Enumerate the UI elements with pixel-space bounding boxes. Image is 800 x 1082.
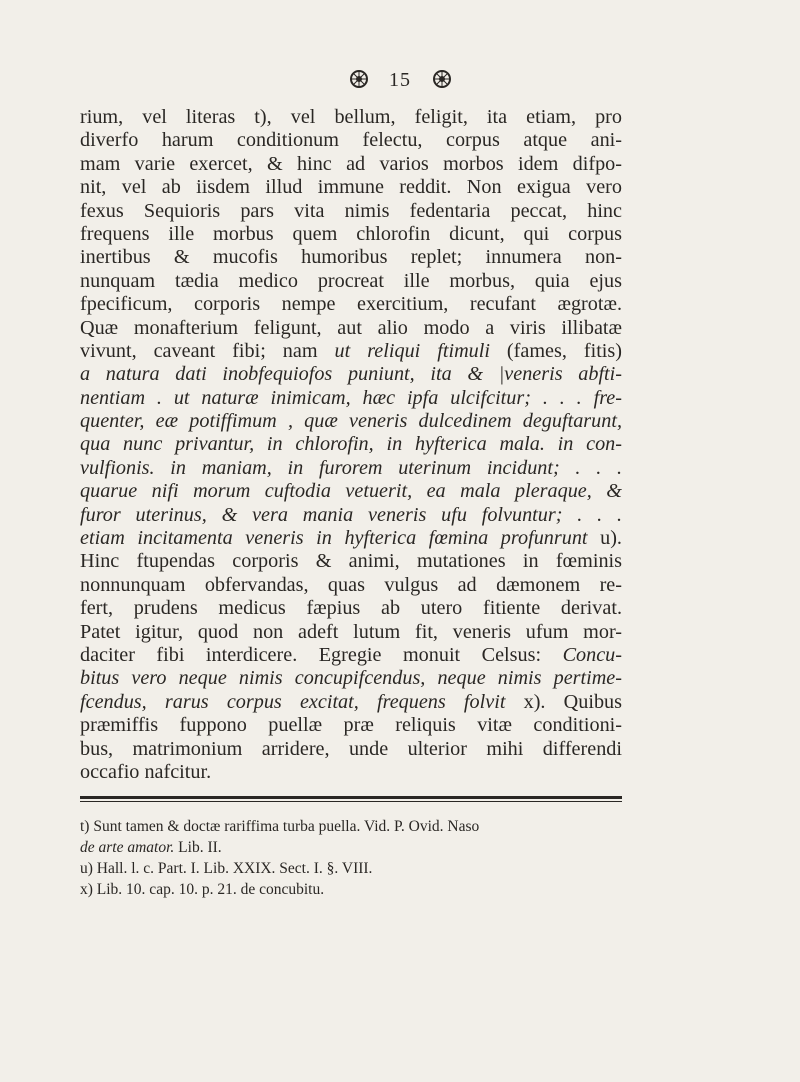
page-header (0, 66, 800, 92)
text-segment: nit, vel ab iisdem illud immune reddit. Non exigua vero (80, 176, 622, 199)
text-line (80, 597, 622, 620)
text-line (80, 714, 622, 737)
text-segment: bus, matrimonium arridere, unde ulterior mihi differendi (80, 737, 622, 760)
text-line (80, 200, 622, 223)
text-segment: fpecificum, corporis nempe exercitium, recufant ægrotæ. (80, 293, 622, 316)
ornament-icon (349, 69, 369, 89)
text-segment: nentiam . ut naturæ inimicam, hæc ipfa ulcifcitur; . . . fre- (80, 386, 622, 409)
text-line (80, 621, 622, 644)
text-segment: fexus Sequioris pars vita nimis fedentaria peccat, hinc (80, 199, 622, 222)
footnote-line (80, 858, 622, 879)
text-segment: u) Hall. l. c. Part. I. Lib. XXIX. Sect. I. §. VIII. (80, 860, 373, 877)
text-line (80, 761, 622, 784)
text-segment: præmiffis fuppono puellæ præ reliquis vitæ conditioni- (80, 714, 622, 737)
text-segment: x). Quibus (505, 690, 622, 713)
text-segment: mam varie exercet, & hinc ad varios morbos idem difpo- (80, 152, 622, 175)
text-segment: rium, vel literas t), vel bellum, feligit, ita etiam, pro (80, 106, 622, 128)
text-segment: t) Sunt tamen & doctæ rariffima turba puella. Vid. P. Ovid. Naso (80, 818, 480, 835)
text-line (80, 433, 622, 456)
text-line (80, 363, 622, 386)
text-segment: bitus vero neque nimis concupifcendus, neque nimis pertime- (80, 667, 622, 690)
text-segment: furor uterinus, & vera mania veneris ufu folvuntur; . . . (80, 503, 622, 526)
footnote-line (80, 816, 622, 837)
text-line (80, 129, 622, 152)
page-number: 15 (389, 69, 411, 91)
text-segment: vivunt, caveant fibi; nam (80, 339, 335, 362)
text-segment: Quæ monafterium feligunt, aut alio modo a viris illibatæ (80, 316, 622, 339)
text-line (80, 176, 622, 199)
text-segment: vulfionis. in maniam, in furorem uterinum incidunt; . . . (80, 456, 622, 479)
text-line (80, 106, 622, 129)
footnote-line (80, 837, 622, 858)
footnote-divider (80, 796, 622, 799)
text-line (80, 574, 622, 597)
text-segment: x) Lib. 10. cap. 10. p. 21. de concubitu. (80, 881, 325, 898)
text-segment: fcendus, rarus corpus excitat, frequens folvit (80, 690, 506, 713)
footnote-line (80, 879, 622, 900)
text-line (80, 270, 622, 293)
text-segment: Patet igitur, quod non adeft lutum fit, veneris ufum mor- (80, 620, 622, 643)
text-line (80, 387, 622, 410)
text-segment: de arte amator. (80, 839, 175, 856)
text-line (80, 410, 622, 433)
text-line (80, 457, 622, 480)
text-segment: quenter, eæ potiffimum , quæ veneris dulcedinem deguftarunt, (80, 410, 622, 433)
footnotes (80, 816, 622, 900)
text-segment: nunquam tædia medico procreat ille morbus, quia ejus (80, 269, 622, 292)
text-segment: Concu- (562, 643, 622, 666)
text-segment: ut reliqui ftimuli (334, 339, 490, 362)
text-segment: qua nunc privantur, in chlorofin, in hyfterica mala. in con- (80, 433, 622, 456)
text-line (80, 153, 622, 176)
text-line (80, 340, 622, 363)
text-line (80, 504, 622, 527)
footnote-divider-thin (80, 801, 622, 802)
text-line (80, 293, 622, 316)
text-line (80, 738, 622, 761)
text-segment: inertibus & mucofis humoribus replet; innumera non- (80, 246, 622, 269)
text-line (80, 550, 622, 573)
text-segment: a natura dati inobfequiofos puniunt, ita & |veneris abfti- (80, 363, 622, 386)
text-line (80, 527, 622, 550)
text-segment: u). (587, 527, 622, 550)
text-line (80, 246, 622, 269)
text-segment: frequens ille morbus quem chlorofin dicunt, qui corpus (80, 222, 622, 245)
text-line (80, 223, 622, 246)
text-line (80, 644, 622, 667)
text-line (80, 480, 622, 503)
text-segment: etiam incitamenta veneris in hyfterica fœmina profunrunt (80, 527, 588, 550)
ornament-icon (432, 69, 452, 89)
main-text (80, 106, 622, 784)
text-line (80, 667, 622, 690)
text-segment: Lib. II. (174, 839, 222, 856)
text-segment: daciter fibi interdicere. Egregie monuit Celsus: (80, 643, 563, 666)
text-segment: fert, prudens medicus fæpius ab utero fitiente derivat. (80, 597, 622, 620)
text-line (80, 317, 622, 340)
text-line (80, 691, 622, 714)
text-segment: diverfo harum conditionum felectu, corpus atque ani- (80, 129, 622, 152)
text-segment: nonnunquam obfervandas, quas vulgus ad dæmonem re- (80, 573, 622, 596)
text-segment: (fames, fitis) (489, 339, 622, 362)
text-segment: Hinc ftupendas corporis & animi, mutationes in fœminis (80, 550, 622, 573)
text-segment: occafio nafcitur. (80, 760, 212, 783)
text-segment: quarue nifi morum cuftodia vetuerit, ea mala pleraque, & (80, 480, 622, 503)
